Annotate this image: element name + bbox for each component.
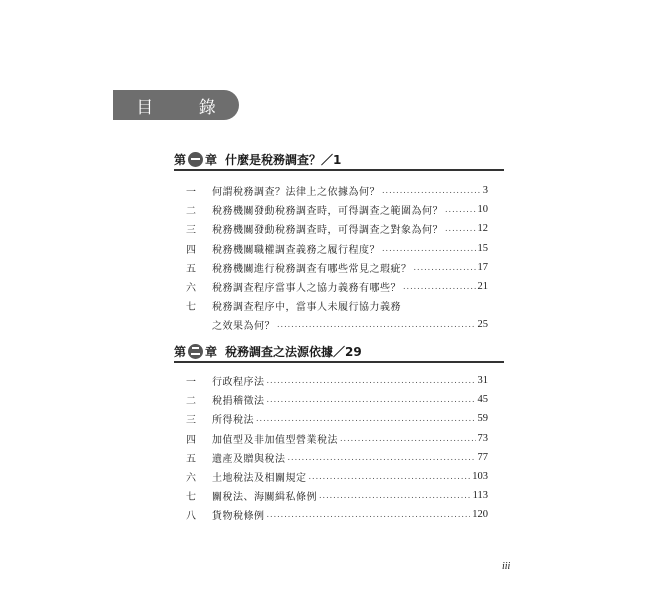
entry-text: 稅務機關發動稅務調查時，可得調查之範圍為何？ — [212, 206, 443, 218]
entry-page: 73 — [477, 432, 488, 444]
entry-number: 六 — [186, 283, 196, 295]
entry-page: 103 — [472, 471, 488, 483]
toc-title: 目 錄 — [113, 90, 239, 120]
dot-leader — [382, 244, 476, 253]
chapter-title: 稅務調查之法源依據／29 — [225, 344, 362, 359]
entry-text: 加值型及非加值型營業稅法 — [212, 434, 338, 446]
entry-page: 77 — [477, 451, 488, 463]
entry-page: 25 — [477, 319, 488, 331]
entry-page: 59 — [477, 413, 488, 425]
toc-entry[interactable] — [186, 371, 488, 390]
chapter-2-header — [174, 342, 504, 366]
entry-page: 10 — [477, 204, 488, 216]
toc-entry[interactable] — [186, 296, 488, 315]
toc-entry[interactable] — [186, 505, 488, 524]
dot-leader — [288, 453, 476, 462]
chapter-suffix: 章 — [205, 344, 218, 359]
toc-entry[interactable] — [186, 409, 488, 428]
dot-leader — [267, 395, 476, 404]
entry-text: 稅務機關職權調查義務之履行程度？ — [212, 244, 380, 256]
entry-number: 三 — [186, 225, 196, 237]
entry-number: 四 — [186, 244, 196, 256]
entry-page: 12 — [477, 223, 488, 235]
toc-entry[interactable] — [186, 467, 488, 486]
chapter-number-badge — [188, 344, 203, 359]
toc-entry-continuation[interactable] — [186, 315, 488, 334]
chapter-2-entries — [186, 371, 488, 525]
dot-leader — [445, 205, 476, 214]
entry-text: 土地稅法及相關規定 — [212, 473, 307, 485]
entry-text: 稅務機關進行稅務調查有哪些常見之瑕疵？ — [212, 263, 412, 275]
entry-number: 二 — [186, 206, 196, 218]
entry-number: 八 — [186, 511, 196, 523]
entry-number: 五 — [186, 263, 196, 275]
entry-number: 五 — [186, 453, 196, 465]
entry-number: 一 — [186, 187, 196, 199]
dot-leader — [445, 224, 476, 233]
entry-number: 七 — [186, 302, 196, 314]
chapter-number-badge — [188, 152, 203, 167]
entry-page: 15 — [477, 242, 488, 254]
chapter-rule — [174, 361, 504, 363]
entry-page: 31 — [477, 375, 488, 387]
chapter-1-entries — [186, 181, 488, 335]
toc-entry[interactable] — [186, 448, 488, 467]
entry-number: 六 — [186, 473, 196, 485]
chapter-title: 什麼是稅務調查？／1 — [225, 152, 342, 167]
entry-page: 3 — [482, 185, 488, 197]
toc-entry[interactable] — [186, 429, 488, 448]
entry-text: 行政程序法 — [212, 377, 265, 389]
toc-entry[interactable] — [186, 258, 488, 277]
chapter-prefix: 第 — [174, 152, 187, 167]
entry-page: 17 — [477, 261, 488, 273]
dot-leader — [340, 434, 476, 443]
dot-leader — [403, 282, 476, 291]
entry-text: 何謂稅務調查？法律上之依據為何？ — [212, 187, 380, 199]
toc-entry[interactable] — [186, 390, 488, 409]
entry-number: 一 — [186, 377, 196, 389]
entry-number: 二 — [186, 396, 196, 408]
chapter-1-header — [174, 150, 504, 174]
dot-leader — [267, 510, 471, 519]
entry-page: 113 — [472, 490, 488, 502]
entry-text: 稅捐稽徵法 — [212, 396, 265, 408]
toc-entry[interactable] — [186, 486, 488, 505]
entry-page: 120 — [472, 509, 488, 521]
dot-leader — [277, 320, 476, 329]
dot-leader — [414, 263, 476, 272]
chapter-suffix: 章 — [205, 152, 218, 167]
toc-entry[interactable] — [186, 239, 488, 258]
entry-text: 所得稅法 — [212, 415, 254, 427]
entry-text: 稅務機關發動稅務調查時，可得調查之對象為何？ — [212, 225, 443, 237]
entry-text: 稅務調查程序中，當事人未履行協力義務 — [212, 302, 401, 314]
toc-entry[interactable] — [186, 200, 488, 219]
entry-number: 四 — [186, 434, 196, 446]
toc-entry[interactable] — [186, 277, 488, 296]
entry-text: 稅務調查程序當事人之協力義務有哪些？ — [212, 283, 401, 295]
dot-leader — [267, 376, 476, 385]
toc-entry[interactable] — [186, 181, 488, 200]
entry-text: 遺產及贈與稅法 — [212, 453, 286, 465]
dot-leader — [382, 186, 481, 195]
page-folio: iii — [502, 561, 511, 572]
entry-page: 21 — [477, 281, 488, 293]
entry-text: 關稅法、海關緝私條例 — [212, 492, 317, 504]
dot-leader — [319, 491, 471, 500]
entry-page: 45 — [477, 394, 488, 406]
entry-text: 貨物稅條例 — [212, 511, 265, 523]
dot-leader — [256, 414, 476, 423]
entry-number: 七 — [186, 492, 196, 504]
chapter-prefix: 第 — [174, 344, 187, 359]
entry-text: 之效果為何？ — [212, 321, 275, 333]
entry-number: 三 — [186, 415, 196, 427]
dot-leader — [309, 472, 471, 481]
toc-entry[interactable] — [186, 219, 488, 238]
chapter-rule — [174, 169, 504, 171]
